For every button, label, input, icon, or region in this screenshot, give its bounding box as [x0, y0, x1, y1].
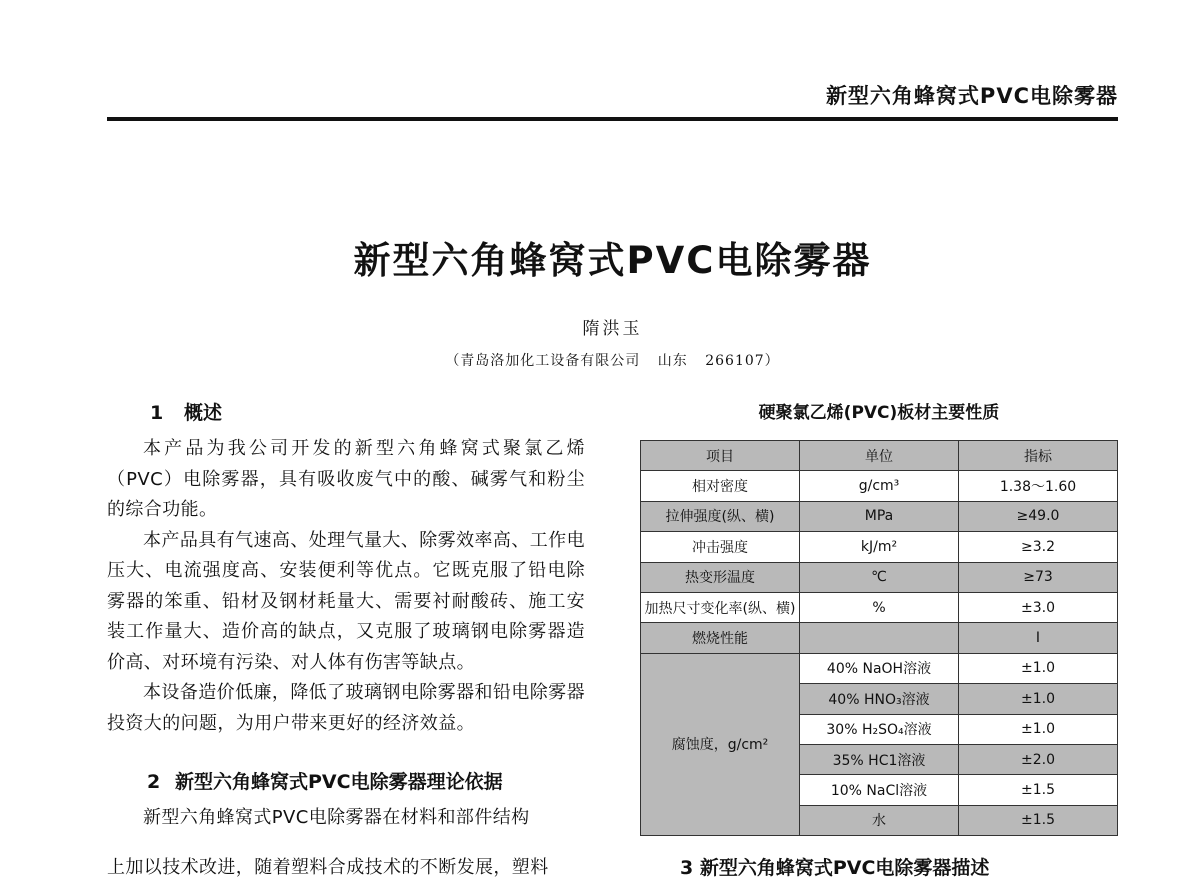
medium-cell: 10% NaCl溶液 [800, 775, 959, 805]
value-cell: Ⅰ [959, 623, 1118, 653]
value-cell: ±1.5 [959, 775, 1118, 805]
value-cell: ±1.0 [959, 653, 1118, 683]
value-cell: ±2.0 [959, 744, 1118, 774]
table-title: 硬聚氯乙烯(PVC)板材主要性质 [758, 403, 1000, 423]
unit-cell: g/cm³ [800, 471, 959, 501]
header-rule [107, 117, 1118, 121]
table-row [641, 592, 1118, 622]
section-number: 1 [150, 402, 164, 424]
section-title: 概述 [184, 402, 223, 424]
article-title: 新型六角蜂窝式PVC电除雾器 [353, 239, 872, 282]
paragraph: 新型六角蜂窝式PVC电除雾器在材料和部件结构 [143, 807, 530, 828]
value-cell: ±3.0 [959, 592, 1118, 622]
article-author: 隋洪玉 [582, 319, 643, 339]
table-row [641, 471, 1118, 501]
item-cell: 拉伸强度(纵、横) [641, 501, 800, 531]
article-affiliation [0, 350, 1200, 370]
value-cell: ±1.0 [959, 684, 1118, 714]
affiliation-postcode: 266107） [705, 353, 780, 369]
table-row [641, 623, 1118, 653]
header-cell: 项目 [641, 441, 800, 471]
item-cell: 相对密度 [641, 471, 800, 501]
header-cell: 指标 [959, 441, 1118, 471]
medium-cell: 40% NaOH溶液 [800, 653, 959, 683]
unit-cell: % [800, 592, 959, 622]
next-section-heading: 3 新型六角蜂窝式PVC电除雾器描述 [680, 857, 990, 879]
paragraph: 本产品具有气速高、处理气量大、除雾效率高、工作电压大、电流强度高、安装便利等优点。它既克服了铅电除雾器的笨重、铅材及钢材耗量大、需要衬耐酸砖、施工安装工作量大、造价高的缺点，又克服了玻璃钢电除雾器造价高、对环境有污染、对人体有伤害等缺点。 [107, 529, 585, 673]
affiliation-org: （青岛洛加化工设备有限公司 [445, 353, 641, 369]
value-cell: ≥73 [959, 562, 1118, 592]
cut-off-line: 上加以技术改进，随着塑料合成技术的不断发展，塑料 [107, 857, 549, 878]
value-cell: 1.38～1.60 [959, 471, 1118, 501]
table-header-row [641, 441, 1118, 471]
paragraph: 本设备造价低廉，降低了玻璃钢电除雾器和铅电除雾器投资大的问题，为用户带来更好的经济效益。 [107, 682, 585, 734]
value-cell: ≥49.0 [959, 501, 1118, 531]
running-header-title: 新型六角蜂窝式PVC电除雾器 [825, 84, 1118, 108]
medium-cell: 35% HC1溶液 [800, 744, 959, 774]
unit-cell: ℃ [800, 562, 959, 592]
table-row [641, 653, 1118, 683]
unit-cell: kJ/m² [800, 532, 959, 562]
section-title: 新型六角蜂窝式PVC电除雾器理论依据 [175, 771, 503, 793]
medium-cell: 30% H₂SO₄溶液 [800, 714, 959, 744]
section-number: 2 [147, 771, 161, 793]
value-cell: ±1.5 [959, 805, 1118, 835]
unit-cell: MPa [800, 501, 959, 531]
unit-cell [800, 623, 959, 653]
medium-cell: 水 [800, 805, 959, 835]
corrosion-item-cell: 腐蚀度，g/cm² [641, 653, 800, 835]
item-cell: 热变形温度 [641, 562, 800, 592]
left-column [107, 398, 585, 834]
medium-cell: 40% HNO₃溶液 [800, 684, 959, 714]
header-cell: 单位 [800, 441, 959, 471]
section-2-heading [107, 767, 585, 797]
properties-table [640, 440, 1118, 836]
value-cell: ≥3.2 [959, 532, 1118, 562]
table-row [641, 501, 1118, 531]
item-cell: 燃烧性能 [641, 623, 800, 653]
section-1-heading [107, 398, 585, 428]
affiliation-region: 山东 [657, 353, 688, 369]
item-cell: 加热尺寸变化率(纵、横) [641, 592, 800, 622]
item-cell: 冲击强度 [641, 532, 800, 562]
value-cell: ±1.0 [959, 714, 1118, 744]
table-row [641, 532, 1118, 562]
paragraph: 本产品为我公司开发的新型六角蜂窝式聚氯乙烯（PVC）电除雾器，具有吸收废气中的酸、碱雾气和粉尘的综合功能。 [107, 438, 585, 520]
table-row [641, 562, 1118, 592]
